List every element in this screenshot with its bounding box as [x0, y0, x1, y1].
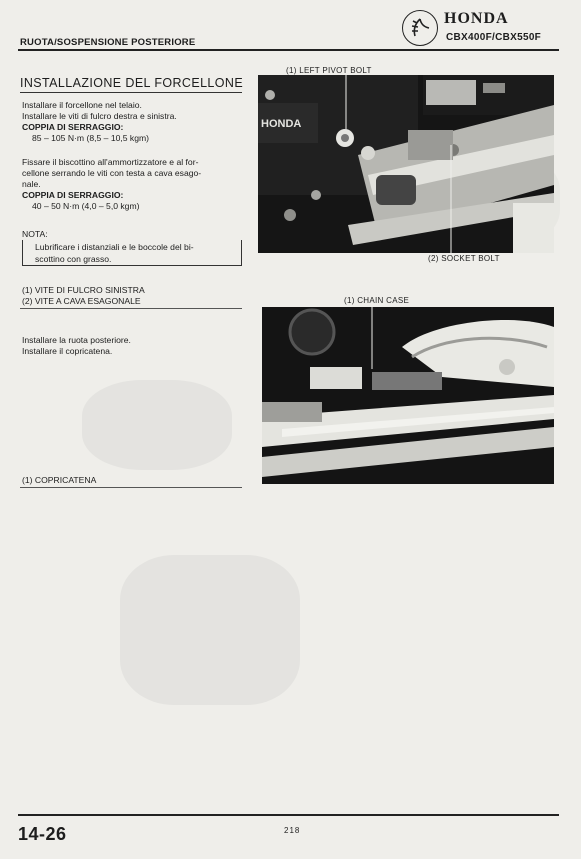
note-text: scottino con grasso. [35, 253, 112, 264]
torque-value: 40 – 50 N·m (4,0 – 5,0 kgm) [32, 201, 140, 211]
legend-item: (1) VITE DI FULCRO SINISTRA [22, 285, 145, 295]
legend-item: (2) VITE A CAVA ESAGONALE [22, 296, 141, 306]
torque-label: COPPIA DI SERRAGGIO: [22, 190, 124, 200]
honda-logo [402, 10, 562, 46]
step-fix-link [22, 157, 244, 212]
photo-swingarm-pivot [258, 75, 554, 253]
photo-chain-case [262, 307, 554, 484]
legend-divider [20, 487, 242, 488]
tank-lettering: HONDA [261, 118, 302, 130]
sheet-number: 218 [284, 826, 301, 835]
legend-photo-1 [22, 285, 244, 307]
legend-photo-2 [22, 475, 244, 486]
torque-value: 85 – 105 N·m (8,5 – 10,5 kgm) [32, 133, 150, 143]
body-text: Installare il forcellone nel telaio. [22, 100, 142, 110]
header-divider [18, 49, 559, 51]
body-text: Installare le viti di fulcro destra e sinistra. [22, 111, 177, 121]
bleed-through-shape [120, 555, 300, 705]
legend-divider [20, 308, 242, 309]
step-install-wheel [22, 335, 244, 357]
body-text: nale. [22, 179, 41, 189]
page-number: 14-26 [18, 824, 67, 844]
body-text: Fissare il biscottino all'ammortizzatore e al for- [22, 157, 199, 167]
model-code: CBX400F/CBX550F [446, 32, 542, 43]
photo-swingarm-pivot-drawing [258, 75, 554, 253]
body-text: Installare la ruota posteriore. [22, 335, 131, 345]
body-text: Installare il copricatena. [22, 346, 113, 356]
note-text: Lubrificare i distanziali e le boccole del bi- [35, 242, 194, 252]
page-title: INSTALLAZIONE DEL FORCELLONE [20, 76, 244, 90]
title-divider [20, 92, 242, 93]
step-install-swingarm [22, 100, 244, 144]
footer-divider [18, 814, 559, 816]
body-text: cellone serrando le viti con testa a cava esago- [22, 168, 202, 178]
callout-left-pivot-bolt: (1) LEFT PIVOT BOLT [286, 66, 372, 75]
note-label: NOTA: [22, 229, 48, 239]
honda-wing-icon [402, 10, 438, 46]
section-title: RUOTA/SOSPENSIONE POSTERIORE [20, 37, 196, 48]
brand-name: HONDA [444, 10, 509, 27]
photo-chain-case-drawing [262, 307, 554, 484]
callout-socket-bolt: (2) SOCKET BOLT [428, 254, 500, 263]
bleed-through-shape [82, 380, 232, 470]
note-box [22, 240, 242, 266]
legend-item: (1) COPRICATENA [22, 475, 97, 485]
callout-chain-case: (1) CHAIN CASE [344, 296, 410, 305]
torque-label: COPPIA DI SERRAGGIO: [22, 122, 124, 132]
